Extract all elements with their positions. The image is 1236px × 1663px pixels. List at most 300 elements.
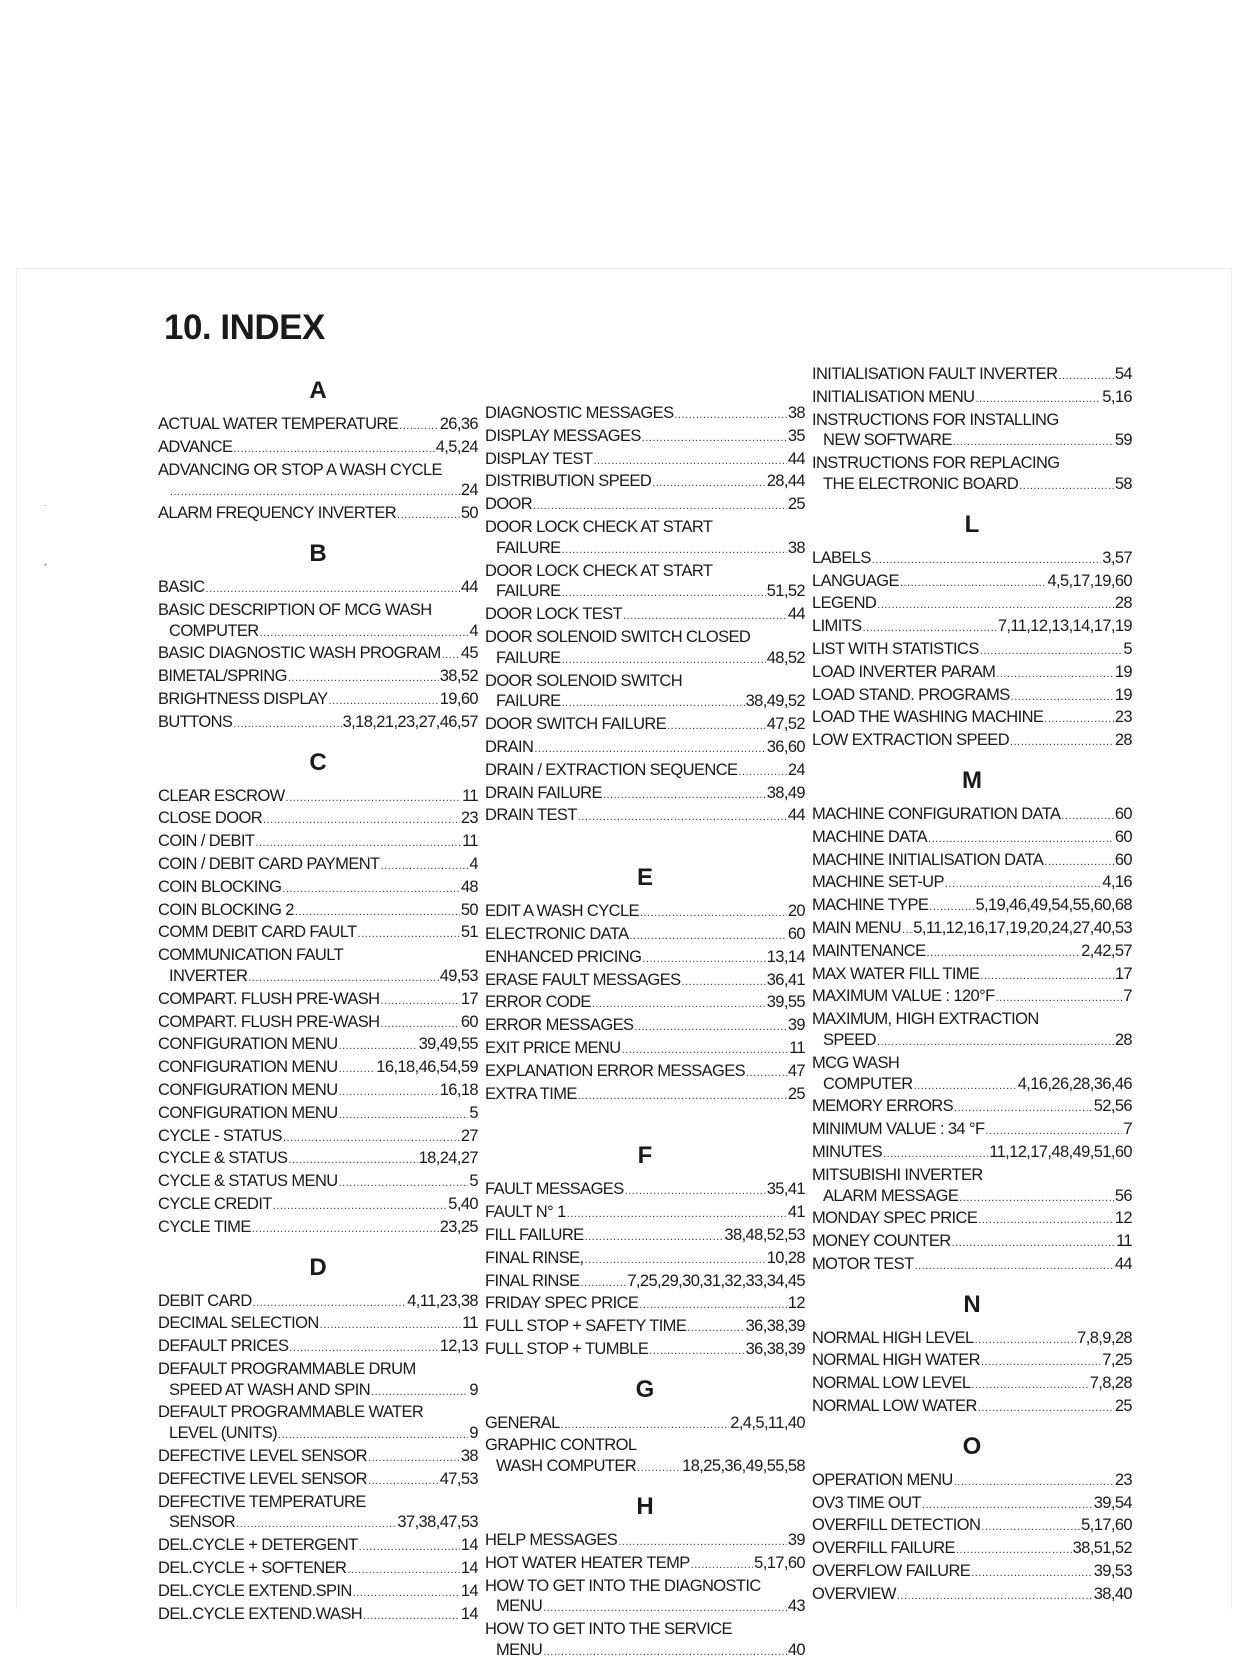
index-entry xyxy=(485,1248,805,1271)
index-entry-heading-line: HOW TO GET INTO THE DIAGNOSTIC xyxy=(485,1576,761,1595)
index-entry xyxy=(158,480,478,503)
entry-pages: 16,18,46,54,59 xyxy=(376,1058,478,1077)
leader-dots xyxy=(897,1586,1093,1607)
leader-dots xyxy=(353,1583,460,1604)
entry-pages: 11 xyxy=(462,1314,478,1333)
index-entry xyxy=(812,986,1132,1009)
entry-term: DRAIN xyxy=(485,737,534,756)
entry-term: HOT WATER HEATER TEMP xyxy=(485,1553,690,1572)
entry-pages: 48 xyxy=(460,877,478,896)
entry-term: MACHINE DATA xyxy=(812,827,928,846)
entry-term: INVERTER xyxy=(169,966,248,985)
entry-pages: 11 xyxy=(462,832,478,851)
entry-term: MENU xyxy=(496,1641,543,1660)
index-entry xyxy=(485,426,805,449)
page-title: 10. INDEX xyxy=(164,308,325,347)
entry-term: ERASE FAULT MESSAGES xyxy=(485,970,681,989)
entry-term: FRIDAY SPEC PRICE xyxy=(485,1294,639,1313)
entry-term: CYCLE TIME xyxy=(158,1217,251,1236)
leader-dots xyxy=(978,1210,1114,1231)
index-entry xyxy=(158,1080,478,1103)
entry-pages: 38,48,52,53 xyxy=(724,1225,805,1244)
index-entry xyxy=(812,571,1132,594)
entry-term: BUTTONS xyxy=(158,712,233,731)
entry-term: MEMORY ERRORS xyxy=(812,1097,954,1116)
index-entry xyxy=(158,1380,478,1403)
entry-pages: 16,18 xyxy=(439,1080,478,1099)
entry-pages: 38,52 xyxy=(439,667,478,686)
entry-pages: 39,54 xyxy=(1093,1493,1132,1512)
entry-pages: 60 xyxy=(1114,804,1132,823)
section-gap xyxy=(485,1106,805,1128)
entry-term: OPERATION MENU xyxy=(812,1470,953,1489)
entry-term: EXIT PRICE MENU xyxy=(485,1038,621,1057)
entry-term: CLEAR ESCROW xyxy=(158,786,285,805)
letter-heading: O xyxy=(962,1432,982,1460)
index-entry-heading-line: DEFAULT PROGRAMMABLE DRUM xyxy=(158,1359,416,1378)
entry-pages: 5 xyxy=(469,1103,478,1122)
leader-dots xyxy=(900,573,1047,594)
entry-pages: 7,8,9,28 xyxy=(1077,1328,1132,1347)
index-entry xyxy=(812,639,1132,662)
index-entry xyxy=(812,1328,1132,1351)
index-column-1 xyxy=(158,376,478,1626)
entry-pages: 19 xyxy=(1114,685,1132,704)
leader-dots xyxy=(206,579,460,600)
index-entry xyxy=(812,918,1132,941)
entry-pages: 43 xyxy=(787,1597,805,1616)
leader-dots xyxy=(975,389,1101,410)
entry-pages: 4 xyxy=(469,621,478,640)
entry-pages: 25 xyxy=(787,495,805,514)
entry-term: FINAL RINSE xyxy=(485,1271,580,1290)
entry-term: MINIMUM VALUE : 34 °F xyxy=(812,1120,985,1139)
leader-dots xyxy=(922,1495,1093,1516)
leader-dots xyxy=(581,1273,627,1294)
index-entry xyxy=(812,1373,1132,1396)
entry-pages: 38,51,52 xyxy=(1072,1539,1132,1558)
leader-dots xyxy=(902,920,912,941)
entry-term: COIN / DEBIT xyxy=(158,832,255,851)
entry-term: INITIALISATION FAULT INVERTER xyxy=(812,365,1058,383)
index-entry xyxy=(812,1561,1132,1584)
entry-term: DEL.CYCLE EXTEND.SPIN xyxy=(158,1581,352,1600)
index-entry xyxy=(485,494,805,517)
index-entry xyxy=(485,901,805,924)
index-entry xyxy=(158,1148,478,1171)
entry-term: MONDAY SPEC PRICE xyxy=(812,1209,978,1228)
index-entry xyxy=(158,786,478,809)
entry-term: NORMAL LOW LEVEL xyxy=(812,1374,971,1393)
entry-term: MENU xyxy=(496,1597,543,1616)
index-entry xyxy=(812,685,1132,708)
entry-term: MACHINE TYPE xyxy=(812,896,929,915)
leader-dots xyxy=(592,994,766,1015)
leader-dots xyxy=(1058,366,1113,387)
entry-term: DIAGNOSTIC MESSAGES xyxy=(485,404,674,422)
leader-dots xyxy=(278,1425,468,1446)
leader-dots xyxy=(642,949,765,970)
entry-pages: 12,13 xyxy=(439,1337,478,1356)
entry-pages: 56 xyxy=(1114,1186,1132,1205)
leader-dots xyxy=(956,1540,1072,1561)
entry-term: MONEY COUNTER xyxy=(812,1232,951,1251)
section-gap xyxy=(485,828,805,850)
leader-dots xyxy=(578,807,787,828)
leader-dots xyxy=(639,1295,787,1316)
entry-term: OV3 TIME OUT xyxy=(812,1493,921,1512)
scan-speck: - xyxy=(44,500,47,510)
entry-term: ELECTRONIC DATA xyxy=(485,924,629,943)
index-entry xyxy=(158,1469,478,1492)
leader-dots xyxy=(578,1086,787,1107)
entry-pages: 11 xyxy=(789,1038,805,1057)
entry-pages: 19,60 xyxy=(439,689,478,708)
leader-dots xyxy=(358,924,460,945)
leader-dots xyxy=(691,1555,753,1576)
index-entry xyxy=(158,414,478,437)
leader-dots xyxy=(339,1173,469,1194)
entry-term: COMPUTER xyxy=(823,1074,913,1093)
leader-dots xyxy=(252,1219,439,1240)
entry-pages: 23 xyxy=(1114,1470,1132,1489)
entry-pages: 36,38,39 xyxy=(745,1339,805,1358)
leader-dots xyxy=(972,1375,1089,1396)
entry-term: EXTRA TIME xyxy=(485,1084,577,1103)
index-entry xyxy=(812,1142,1132,1165)
entry-pages: 26,36 xyxy=(439,415,478,433)
entry-term: FILL FAILURE xyxy=(485,1225,584,1244)
entry-term: BRIGHTNESS DISPLAY xyxy=(158,689,328,708)
leader-dots xyxy=(980,966,1113,987)
entry-term: BIMETAL/SPRING xyxy=(158,667,287,686)
leader-dots xyxy=(543,1642,787,1663)
index-entry xyxy=(485,992,805,1015)
entry-pages: 44 xyxy=(460,577,478,596)
entry-pages: 20 xyxy=(787,902,805,921)
leader-dots xyxy=(959,1188,1114,1209)
leader-dots xyxy=(442,645,460,666)
entry-pages: 7,8,28 xyxy=(1089,1374,1132,1393)
leader-dots xyxy=(289,1338,438,1359)
index-entry xyxy=(158,1512,478,1535)
entry-term: FULL STOP + SAFETY TIME xyxy=(485,1317,687,1336)
leader-dots xyxy=(248,968,438,989)
entry-pages: 60 xyxy=(787,924,805,943)
index-entry xyxy=(812,850,1132,873)
index-entry-heading-line: BASIC DESCRIPTION OF MCG WASH xyxy=(158,600,432,619)
index-entry xyxy=(158,577,478,600)
entry-term: DISPLAY MESSAGES xyxy=(485,426,641,445)
leader-dots xyxy=(368,1471,439,1492)
index-entry xyxy=(158,689,478,712)
entry-pages: 2,42,57 xyxy=(1081,941,1132,960)
entry-pages: 59 xyxy=(1114,431,1132,450)
leader-dots xyxy=(634,1017,786,1038)
leader-dots xyxy=(625,1181,766,1202)
entry-pages: 28 xyxy=(1114,1030,1132,1049)
entry-term: CYCLE CREDIT xyxy=(158,1194,272,1213)
entry-pages: 10,28 xyxy=(766,1248,805,1267)
index-entry-heading-line: MITSUBISHI INVERTER xyxy=(812,1165,983,1184)
entry-pages: 47,52 xyxy=(766,715,805,734)
index-entry xyxy=(812,1515,1132,1538)
entry-pages: 7 xyxy=(1123,1120,1132,1139)
entry-term: ACTUAL WATER TEMPERATURE xyxy=(158,415,399,433)
leader-dots xyxy=(233,439,434,460)
leader-dots xyxy=(971,1563,1093,1584)
leader-dots xyxy=(603,785,766,806)
leader-dots xyxy=(953,432,1114,453)
index-entry xyxy=(158,966,478,989)
index-entry xyxy=(158,1558,478,1581)
entry-term: SPEED AT WASH AND SPIN xyxy=(169,1380,371,1399)
entry-pages: 36,60 xyxy=(766,737,805,756)
entry-pages: 24 xyxy=(787,760,805,779)
entry-term: COMM DEBIT CARD FAULT xyxy=(158,923,357,942)
index-entry xyxy=(158,1581,478,1604)
index-entry xyxy=(158,854,478,877)
entry-pages: 60 xyxy=(460,1012,478,1031)
entry-pages: 39,53 xyxy=(1093,1562,1132,1581)
entry-term: WASH COMPUTER xyxy=(496,1457,637,1476)
leader-dots xyxy=(618,1532,787,1553)
index-entry xyxy=(812,872,1132,895)
entry-pages: 7,11,12,13,14,17,19 xyxy=(997,617,1132,636)
entry-term: FINAL RINSE, xyxy=(485,1248,584,1267)
entry-pages: 11 xyxy=(462,786,478,805)
entry-term: ADVANCE xyxy=(158,437,233,456)
leader-dots xyxy=(273,1196,447,1217)
entry-pages: 13,14 xyxy=(766,947,805,966)
entry-pages: 27 xyxy=(460,1126,478,1145)
index-entry xyxy=(485,760,805,783)
index-entry xyxy=(485,648,805,671)
entry-pages: 38 xyxy=(460,1447,478,1466)
entry-pages: 51,52 xyxy=(766,582,805,601)
entry-pages: 39,55 xyxy=(766,993,805,1012)
entry-pages: 24 xyxy=(460,481,478,500)
leader-dots xyxy=(339,1036,418,1057)
entry-pages: 14 xyxy=(460,1604,478,1623)
entry-term: INITIALISATION MENU xyxy=(812,387,975,406)
leader-dots xyxy=(630,926,787,947)
entry-pages: 11 xyxy=(1116,1232,1132,1251)
letter-heading: E xyxy=(636,864,653,892)
index-entry xyxy=(812,730,1132,753)
leader-dots xyxy=(170,482,460,503)
leader-dots xyxy=(543,1598,787,1619)
leader-dots xyxy=(877,1032,1114,1053)
entry-pages: 28 xyxy=(1114,594,1132,613)
index-entry xyxy=(485,1015,805,1038)
entry-pages: 4 xyxy=(469,854,478,873)
index-entry xyxy=(485,783,805,806)
entry-term: MOTOR TEST xyxy=(812,1254,914,1273)
index-entry xyxy=(812,964,1132,987)
leader-dots xyxy=(738,762,786,783)
entry-term: NORMAL HIGH LEVEL xyxy=(812,1328,974,1347)
leader-dots xyxy=(567,1204,787,1225)
leader-dots xyxy=(674,405,786,426)
entry-pages: 44 xyxy=(787,605,805,624)
index-entry xyxy=(812,593,1132,616)
index-column-3 xyxy=(812,364,1132,1607)
entry-term: BASIC DIAGNOSTIC WASH PROGRAM xyxy=(158,644,441,663)
index-entry xyxy=(485,1553,805,1576)
leader-dots xyxy=(746,1063,787,1084)
index-entry xyxy=(158,1057,478,1080)
entry-term: THE ELECTRONIC BOARD xyxy=(823,474,1019,493)
entry-term: CONFIGURATION MENU xyxy=(158,1080,338,1099)
entry-pages: 5,16 xyxy=(1102,387,1132,406)
leader-dots xyxy=(927,943,1081,964)
entry-term: DEBIT CARD xyxy=(158,1291,252,1310)
leader-dots xyxy=(1010,732,1114,753)
index-entry-heading-line: INSTRUCTIONS FOR INSTALLING xyxy=(812,410,1059,429)
entry-pages: 25 xyxy=(787,1084,805,1103)
index-entry xyxy=(485,1084,805,1107)
entry-term: LEVEL (UNITS) xyxy=(169,1424,278,1443)
index-entry xyxy=(485,403,805,426)
entry-pages: 18,24,27 xyxy=(418,1149,478,1168)
index-entry xyxy=(485,1339,805,1362)
entry-term: CYCLE - STATUS xyxy=(158,1126,282,1145)
entry-term: COIN / DEBIT CARD PAYMENT xyxy=(158,854,380,873)
index-entry xyxy=(158,1194,478,1217)
entry-term: GENERAL xyxy=(485,1413,560,1432)
leader-dots xyxy=(929,897,974,918)
index-entry xyxy=(812,707,1132,730)
index-entry xyxy=(485,924,805,947)
leader-dots xyxy=(928,829,1114,850)
index-entry xyxy=(485,1413,805,1436)
index-entry-heading-line: HOW TO GET INTO THE SERVICE xyxy=(485,1620,732,1639)
index-entry-heading-line: GRAPHIC CONTROL xyxy=(485,1436,637,1455)
entry-pages: 60 xyxy=(1114,850,1132,869)
entry-pages: 38,49 xyxy=(766,783,805,802)
leader-dots xyxy=(1044,852,1114,873)
entry-pages: 28,44 xyxy=(766,472,805,491)
index-entry xyxy=(158,831,478,854)
entry-term: MACHINE INITIALISATION DATA xyxy=(812,850,1044,869)
leader-dots xyxy=(649,1341,744,1362)
index-entry xyxy=(485,1640,805,1663)
entry-term: DISTRIBUTION SPEED xyxy=(485,472,652,491)
index-entry xyxy=(485,1061,805,1084)
letter-heading: N xyxy=(963,1290,981,1318)
index-entry-heading-line: MCG WASH xyxy=(812,1053,900,1072)
index-entry xyxy=(812,1030,1132,1053)
index-entry xyxy=(158,1535,478,1558)
index-entry xyxy=(812,364,1132,387)
entry-term: ENHANCED PRICING xyxy=(485,947,642,966)
index-entry xyxy=(485,714,805,737)
leader-dots xyxy=(877,595,1114,616)
index-entry xyxy=(158,503,478,526)
leader-dots xyxy=(255,833,461,854)
leader-dots xyxy=(253,1293,407,1314)
letter-heading: H xyxy=(636,1493,654,1521)
index-entry xyxy=(158,666,478,689)
index-entry xyxy=(485,947,805,970)
entry-term: MACHINE SET-UP xyxy=(812,873,944,892)
leader-dots xyxy=(985,1121,1122,1142)
index-entry xyxy=(485,805,805,828)
entry-pages: 25 xyxy=(1114,1397,1132,1416)
entry-pages: 7,25,29,30,31,32,33,34,45 xyxy=(627,1271,805,1290)
index-column-2 xyxy=(485,403,805,1663)
entry-pages: 12 xyxy=(787,1294,805,1313)
leader-dots xyxy=(368,1448,460,1469)
entry-pages: 7 xyxy=(1123,987,1132,1006)
index-entry xyxy=(812,430,1132,453)
index-entry xyxy=(485,1038,805,1061)
entry-pages: 9 xyxy=(469,1380,478,1399)
leader-dots xyxy=(915,1256,1114,1277)
index-entry-heading-line: DEFECTIVE TEMPERATURE xyxy=(158,1492,366,1511)
entry-term: ALARM MESSAGE xyxy=(823,1186,959,1205)
leader-dots xyxy=(397,505,460,526)
index-entry xyxy=(812,1584,1132,1607)
index-entry xyxy=(485,1316,805,1339)
index-entry xyxy=(158,643,478,666)
leader-dots xyxy=(562,583,766,604)
entry-term: CYCLE & STATUS xyxy=(158,1149,288,1168)
leader-dots xyxy=(980,641,1123,662)
leader-dots xyxy=(883,1144,988,1165)
index-entry xyxy=(158,437,478,460)
entry-pages: 44 xyxy=(787,806,805,825)
leader-dots xyxy=(339,1082,439,1103)
entry-pages: 17 xyxy=(460,989,478,1008)
entry-pages: 39,49,55 xyxy=(418,1035,478,1054)
leader-dots xyxy=(1011,687,1114,708)
entry-pages: 39 xyxy=(787,1016,805,1035)
entry-term: MAIN MENU xyxy=(812,918,902,937)
index-entry xyxy=(812,1074,1132,1097)
entry-pages: 28 xyxy=(1114,731,1132,750)
letter-heading: C xyxy=(309,748,327,776)
entry-pages: 38 xyxy=(787,538,805,557)
index-entry xyxy=(812,1254,1132,1277)
index-entry xyxy=(158,1126,478,1149)
index-entry xyxy=(158,1217,478,1240)
entry-pages: 5 xyxy=(469,1172,478,1191)
entry-pages: 17 xyxy=(1114,964,1132,983)
entry-term: CYCLE & STATUS MENU xyxy=(158,1172,338,1191)
entry-pages: 23,25 xyxy=(439,1217,478,1236)
leader-dots xyxy=(286,788,461,809)
index-entry xyxy=(158,712,478,735)
index-entry xyxy=(812,616,1132,639)
index-entry xyxy=(158,621,478,644)
scan-speck: • xyxy=(44,560,48,570)
leader-dots xyxy=(975,1330,1077,1351)
leader-dots xyxy=(381,856,469,877)
entry-term: DRAIN TEST xyxy=(485,806,577,825)
entry-pages: 54 xyxy=(1114,365,1132,383)
entry-pages: 48,52 xyxy=(766,648,805,667)
entry-term: EXPLANATION ERROR MESSAGES xyxy=(485,1061,746,1080)
entry-term: ERROR MESSAGES xyxy=(485,1016,634,1035)
entry-pages: 40 xyxy=(787,1641,805,1660)
entry-pages: 5 xyxy=(1123,639,1132,658)
leader-dots xyxy=(562,540,787,561)
entry-term: DEFECTIVE LEVEL SENSOR xyxy=(158,1469,368,1488)
entry-term: DEFAULT PRICES xyxy=(158,1337,289,1356)
leader-dots xyxy=(622,1040,789,1061)
